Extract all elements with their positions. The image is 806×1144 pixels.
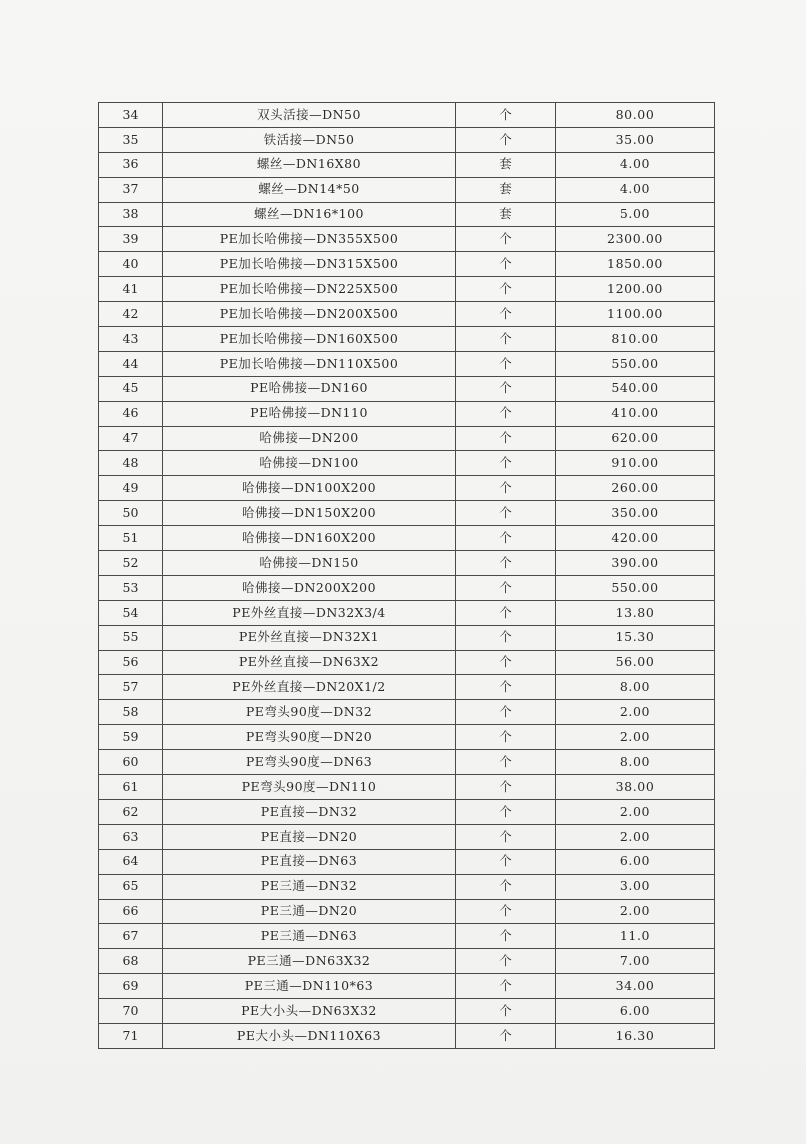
item-name: PE直接—DN32 bbox=[163, 799, 456, 824]
item-unit: 个 bbox=[456, 476, 556, 501]
item-name: 哈佛接—DN200 bbox=[163, 426, 456, 451]
row-number: 59 bbox=[99, 725, 163, 750]
row-number: 42 bbox=[99, 302, 163, 327]
item-price: 910.00 bbox=[556, 451, 715, 476]
item-price: 2.00 bbox=[556, 700, 715, 725]
table-row bbox=[99, 327, 715, 352]
row-number: 56 bbox=[99, 650, 163, 675]
table-row bbox=[99, 974, 715, 999]
item-price: 2.00 bbox=[556, 799, 715, 824]
item-unit: 个 bbox=[456, 103, 556, 128]
table-row bbox=[99, 177, 715, 202]
item-price: 4.00 bbox=[556, 177, 715, 202]
table-row bbox=[99, 227, 715, 252]
table-row bbox=[99, 401, 715, 426]
table-row bbox=[99, 376, 715, 401]
row-number: 54 bbox=[99, 600, 163, 625]
row-number: 47 bbox=[99, 426, 163, 451]
item-unit: 个 bbox=[456, 327, 556, 352]
item-name: 螺丝—DN16X80 bbox=[163, 152, 456, 177]
item-price: 540.00 bbox=[556, 376, 715, 401]
table-row bbox=[99, 874, 715, 899]
item-price: 15.30 bbox=[556, 625, 715, 650]
item-unit: 个 bbox=[456, 999, 556, 1024]
item-price: 8.00 bbox=[556, 750, 715, 775]
row-number: 53 bbox=[99, 575, 163, 600]
item-unit: 个 bbox=[456, 277, 556, 302]
row-number: 37 bbox=[99, 177, 163, 202]
item-name: 哈佛接—DN160X200 bbox=[163, 526, 456, 551]
item-unit: 个 bbox=[456, 351, 556, 376]
item-unit: 个 bbox=[456, 874, 556, 899]
table-row bbox=[99, 725, 715, 750]
item-name: PE三通—DN32 bbox=[163, 874, 456, 899]
item-name: PE弯头90度—DN32 bbox=[163, 700, 456, 725]
table-row bbox=[99, 103, 715, 128]
item-name: PE大小头—DN110X63 bbox=[163, 1023, 456, 1048]
table-row bbox=[99, 999, 715, 1024]
table-row bbox=[99, 600, 715, 625]
price-table-body bbox=[99, 103, 715, 1049]
item-unit: 个 bbox=[456, 526, 556, 551]
table-row bbox=[99, 750, 715, 775]
row-number: 66 bbox=[99, 899, 163, 924]
table-row bbox=[99, 899, 715, 924]
row-number: 45 bbox=[99, 376, 163, 401]
row-number: 61 bbox=[99, 775, 163, 800]
item-unit: 个 bbox=[456, 799, 556, 824]
item-unit: 套 bbox=[456, 202, 556, 227]
row-number: 63 bbox=[99, 824, 163, 849]
item-name: PE三通—DN63X32 bbox=[163, 949, 456, 974]
item-unit: 个 bbox=[456, 899, 556, 924]
item-price: 260.00 bbox=[556, 476, 715, 501]
table-row bbox=[99, 949, 715, 974]
item-unit: 个 bbox=[456, 725, 556, 750]
row-number: 60 bbox=[99, 750, 163, 775]
item-unit: 个 bbox=[456, 426, 556, 451]
table-row bbox=[99, 152, 715, 177]
row-number: 67 bbox=[99, 924, 163, 949]
item-name: PE直接—DN63 bbox=[163, 849, 456, 874]
row-number: 57 bbox=[99, 675, 163, 700]
item-unit: 个 bbox=[456, 600, 556, 625]
price-table bbox=[98, 102, 715, 1049]
item-name: PE三通—DN63 bbox=[163, 924, 456, 949]
item-name: 哈佛接—DN150 bbox=[163, 551, 456, 576]
table-row bbox=[99, 575, 715, 600]
item-name: 双头活接—DN50 bbox=[163, 103, 456, 128]
item-price: 3.00 bbox=[556, 874, 715, 899]
item-price: 1850.00 bbox=[556, 252, 715, 277]
table-row bbox=[99, 849, 715, 874]
row-number: 64 bbox=[99, 849, 163, 874]
item-name: PE外丝直接—DN32X1 bbox=[163, 625, 456, 650]
row-number: 58 bbox=[99, 700, 163, 725]
table-row bbox=[99, 202, 715, 227]
item-name: 哈佛接—DN100 bbox=[163, 451, 456, 476]
item-price: 1100.00 bbox=[556, 302, 715, 327]
table-row bbox=[99, 824, 715, 849]
item-name: 螺丝—DN14*50 bbox=[163, 177, 456, 202]
item-price: 410.00 bbox=[556, 401, 715, 426]
row-number: 40 bbox=[99, 252, 163, 277]
item-name: PE哈佛接—DN110 bbox=[163, 401, 456, 426]
row-number: 34 bbox=[99, 103, 163, 128]
item-price: 2300.00 bbox=[556, 227, 715, 252]
item-price: 80.00 bbox=[556, 103, 715, 128]
item-unit: 个 bbox=[456, 650, 556, 675]
item-name: 哈佛接—DN150X200 bbox=[163, 501, 456, 526]
table-row bbox=[99, 451, 715, 476]
item-unit: 个 bbox=[456, 376, 556, 401]
item-name: PE加长哈佛接—DN225X500 bbox=[163, 277, 456, 302]
row-number: 50 bbox=[99, 501, 163, 526]
item-unit: 个 bbox=[456, 127, 556, 152]
item-price: 13.80 bbox=[556, 600, 715, 625]
item-price: 550.00 bbox=[556, 575, 715, 600]
item-price: 6.00 bbox=[556, 999, 715, 1024]
item-price: 2.00 bbox=[556, 725, 715, 750]
table-row bbox=[99, 526, 715, 551]
item-unit: 个 bbox=[456, 775, 556, 800]
item-name: PE加长哈佛接—DN160X500 bbox=[163, 327, 456, 352]
table-row bbox=[99, 675, 715, 700]
item-price: 810.00 bbox=[556, 327, 715, 352]
row-number: 69 bbox=[99, 974, 163, 999]
item-unit: 个 bbox=[456, 575, 556, 600]
item-name: PE加长哈佛接—DN200X500 bbox=[163, 302, 456, 327]
item-price: 8.00 bbox=[556, 675, 715, 700]
item-unit: 个 bbox=[456, 949, 556, 974]
item-name: PE大小头—DN63X32 bbox=[163, 999, 456, 1024]
item-name: PE外丝直接—DN63X2 bbox=[163, 650, 456, 675]
item-unit: 套 bbox=[456, 177, 556, 202]
row-number: 49 bbox=[99, 476, 163, 501]
item-name: PE加长哈佛接—DN315X500 bbox=[163, 252, 456, 277]
row-number: 39 bbox=[99, 227, 163, 252]
item-price: 420.00 bbox=[556, 526, 715, 551]
item-name: PE加长哈佛接—DN355X500 bbox=[163, 227, 456, 252]
item-name: PE外丝直接—DN20X1/2 bbox=[163, 675, 456, 700]
item-unit: 个 bbox=[456, 501, 556, 526]
table-row bbox=[99, 351, 715, 376]
table-row bbox=[99, 252, 715, 277]
item-price: 2.00 bbox=[556, 824, 715, 849]
table-row bbox=[99, 277, 715, 302]
table-row bbox=[99, 127, 715, 152]
item-name: PE弯头90度—DN110 bbox=[163, 775, 456, 800]
item-price: 620.00 bbox=[556, 426, 715, 451]
item-price: 35.00 bbox=[556, 127, 715, 152]
table-row bbox=[99, 476, 715, 501]
table-row bbox=[99, 799, 715, 824]
item-name: PE三通—DN20 bbox=[163, 899, 456, 924]
item-price: 16.30 bbox=[556, 1023, 715, 1048]
item-price: 38.00 bbox=[556, 775, 715, 800]
table-row bbox=[99, 501, 715, 526]
item-price: 390.00 bbox=[556, 551, 715, 576]
row-number: 65 bbox=[99, 874, 163, 899]
item-unit: 个 bbox=[456, 302, 556, 327]
row-number: 71 bbox=[99, 1023, 163, 1048]
item-price: 6.00 bbox=[556, 849, 715, 874]
item-price: 34.00 bbox=[556, 974, 715, 999]
row-number: 46 bbox=[99, 401, 163, 426]
item-price: 4.00 bbox=[556, 152, 715, 177]
table-row bbox=[99, 302, 715, 327]
item-unit: 个 bbox=[456, 1023, 556, 1048]
item-unit: 个 bbox=[456, 252, 556, 277]
row-number: 43 bbox=[99, 327, 163, 352]
row-number: 70 bbox=[99, 999, 163, 1024]
table-row bbox=[99, 426, 715, 451]
row-number: 62 bbox=[99, 799, 163, 824]
item-unit: 套 bbox=[456, 152, 556, 177]
table-row bbox=[99, 775, 715, 800]
row-number: 68 bbox=[99, 949, 163, 974]
row-number: 52 bbox=[99, 551, 163, 576]
item-name: 哈佛接—DN100X200 bbox=[163, 476, 456, 501]
item-unit: 个 bbox=[456, 849, 556, 874]
item-name: PE三通—DN110*63 bbox=[163, 974, 456, 999]
row-number: 55 bbox=[99, 625, 163, 650]
item-price: 350.00 bbox=[556, 501, 715, 526]
table-row bbox=[99, 625, 715, 650]
table-row bbox=[99, 700, 715, 725]
table-row bbox=[99, 650, 715, 675]
item-name: PE加长哈佛接—DN110X500 bbox=[163, 351, 456, 376]
item-price: 11.0 bbox=[556, 924, 715, 949]
item-unit: 个 bbox=[456, 974, 556, 999]
item-price: 2.00 bbox=[556, 899, 715, 924]
item-unit: 个 bbox=[456, 451, 556, 476]
item-price: 7.00 bbox=[556, 949, 715, 974]
item-name: 螺丝—DN16*100 bbox=[163, 202, 456, 227]
item-price: 56.00 bbox=[556, 650, 715, 675]
item-name: PE外丝直接—DN32X3/4 bbox=[163, 600, 456, 625]
table-row bbox=[99, 924, 715, 949]
item-unit: 个 bbox=[456, 675, 556, 700]
row-number: 51 bbox=[99, 526, 163, 551]
item-name: 铁活接—DN50 bbox=[163, 127, 456, 152]
row-number: 36 bbox=[99, 152, 163, 177]
item-name: PE哈佛接—DN160 bbox=[163, 376, 456, 401]
item-name: 哈佛接—DN200X200 bbox=[163, 575, 456, 600]
table-row bbox=[99, 1023, 715, 1048]
item-unit: 个 bbox=[456, 924, 556, 949]
item-name: PE直接—DN20 bbox=[163, 824, 456, 849]
item-unit: 个 bbox=[456, 700, 556, 725]
row-number: 35 bbox=[99, 127, 163, 152]
item-unit: 个 bbox=[456, 750, 556, 775]
table-row bbox=[99, 551, 715, 576]
item-unit: 个 bbox=[456, 824, 556, 849]
item-price: 1200.00 bbox=[556, 277, 715, 302]
item-unit: 个 bbox=[456, 227, 556, 252]
item-name: PE弯头90度—DN63 bbox=[163, 750, 456, 775]
item-name: PE弯头90度—DN20 bbox=[163, 725, 456, 750]
item-unit: 个 bbox=[456, 625, 556, 650]
row-number: 44 bbox=[99, 351, 163, 376]
item-unit: 个 bbox=[456, 551, 556, 576]
item-price: 5.00 bbox=[556, 202, 715, 227]
row-number: 41 bbox=[99, 277, 163, 302]
row-number: 38 bbox=[99, 202, 163, 227]
row-number: 48 bbox=[99, 451, 163, 476]
item-price: 550.00 bbox=[556, 351, 715, 376]
item-unit: 个 bbox=[456, 401, 556, 426]
